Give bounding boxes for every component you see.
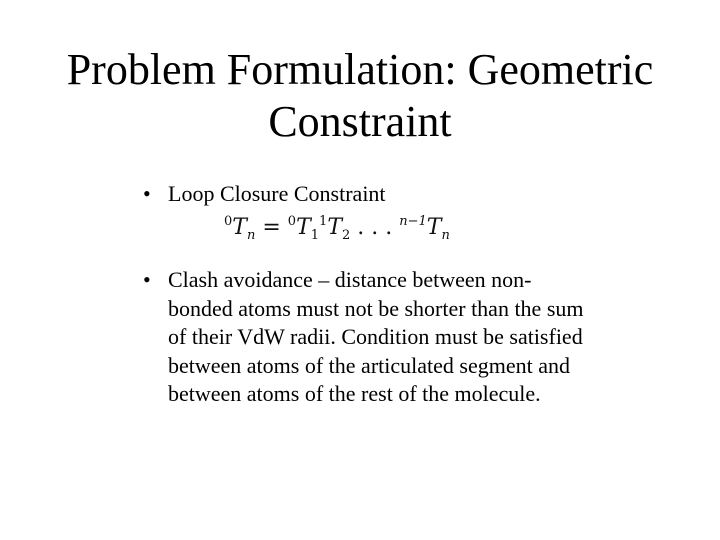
eq-t2-sub: 2 xyxy=(342,228,351,243)
eq-lhs-sub: n xyxy=(246,228,256,243)
title-line-1: Problem Formulation: Geometric xyxy=(66,45,654,94)
eq-lhs-pre: 0 xyxy=(224,214,233,229)
slide-title xyxy=(40,44,680,148)
eq-t1-pre: 0 xyxy=(287,214,297,229)
eq-t1-var: T xyxy=(296,215,311,240)
eq-t2-var: T xyxy=(327,215,342,240)
bullet-text: Loop Closure Constraint xyxy=(168,181,386,206)
eq-equals: = xyxy=(262,215,281,240)
bullet-marker: • xyxy=(143,267,151,292)
eq-dots: . . . xyxy=(357,215,393,240)
eq-t1-sub: 1 xyxy=(310,228,320,243)
eq-t3-var: T xyxy=(426,215,442,240)
eq-t2-pre: 1 xyxy=(319,214,328,229)
eq-lhs-var: T xyxy=(232,215,247,240)
eq-t3-pre: n−1 xyxy=(399,214,427,229)
bullet-text: Clash avoidance – distance between non-bonded atoms must not be shorter than the sum of their VdW radii. Condition must be satisfied between atoms of the articulated segment and between atoms of the rest of the molecule. xyxy=(168,267,584,406)
eq-t3-sub: n xyxy=(441,228,450,243)
bullet-marker: • xyxy=(143,181,151,206)
title-line-2: Constraint xyxy=(268,97,452,146)
loop-closure-equation xyxy=(224,214,484,250)
